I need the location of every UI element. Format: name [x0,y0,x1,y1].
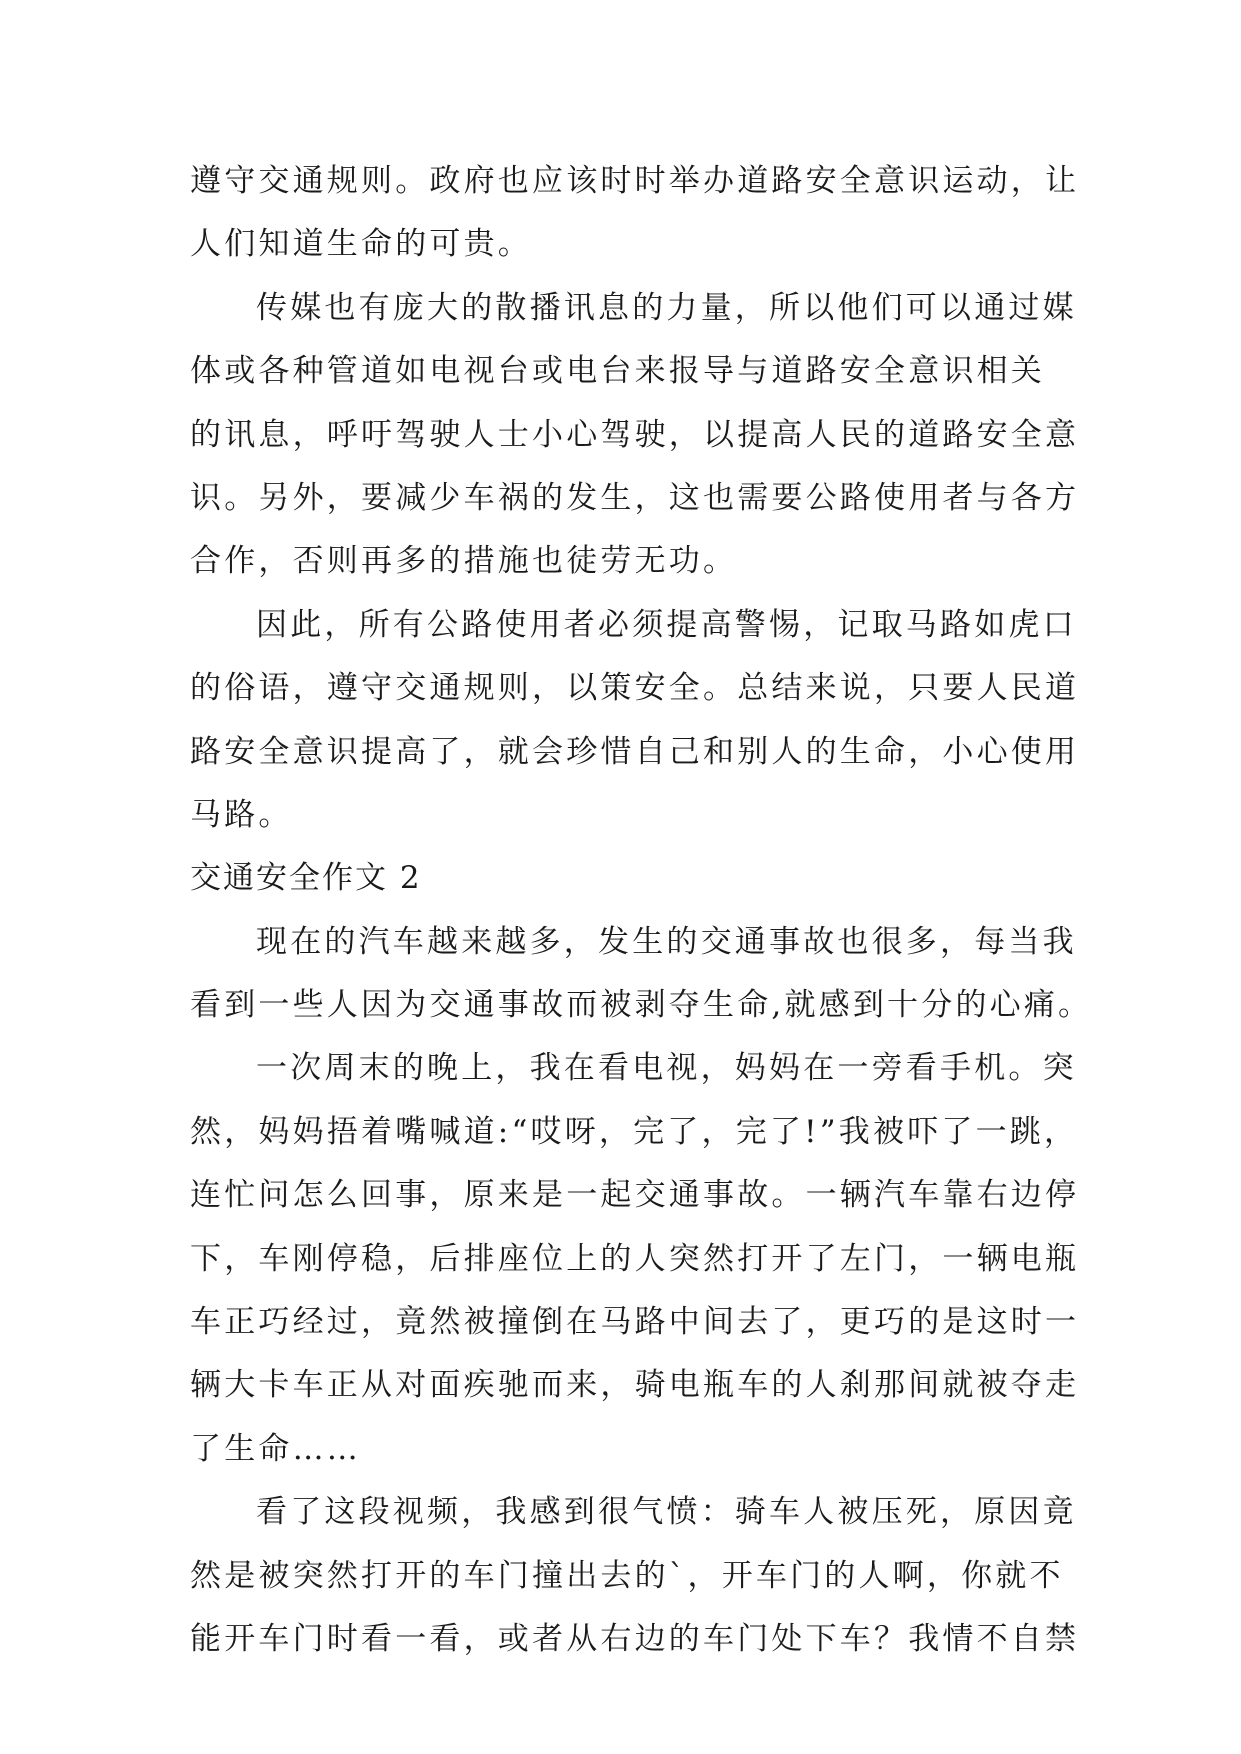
text-line: 看了这段视频，我感到很气愤：骑车人被压死，原因竟 [256,1494,1077,1531]
text-line: 识。另外，要减少车祸的发生，这也需要公路使用者与各方 [190,479,1080,516]
text-line: 的讯息，呼吁驾驶人士小心驾驶，以提高人民的道路安全意 [190,416,1080,453]
paragraph [190,150,1080,277]
text-line: 然，妈妈捂着嘴喊道:“哎呀，完了，完了!”我被吓了一跳， [190,1113,1079,1150]
text-line: 遵守交通规则。政府也应该时时举办道路安全意识运动，让 [190,163,1080,199]
text-line: 辆大卡车正从对面疾驰而来，骑电瓶车的人刹那间就被夺走 [190,1367,1080,1404]
text-line: 能开车门时看一看，或者从右边的车门处下车？我情不自禁 [190,1620,1080,1657]
text-line: 车正巧经过，竟然被撞倒在马路中间去了，更巧的是这时一 [190,1304,1080,1341]
paragraph [190,911,1093,1038]
text-line: 传媒也有庞大的散播讯息的力量，所以他们可以通过媒 [256,289,1077,326]
text-line: 人们知道生命的可贵。 [190,226,532,263]
text-line: 路安全意识提高了，就会珍惜自己和别人的生命，小心使用 [190,733,1080,770]
text-line: 马路。 [190,796,293,833]
text-line: 因此，所有公路使用者必须提高警惕，记取马路如虎口 [256,606,1077,643]
paragraph [190,277,1080,594]
text-line: 的俗语，遵守交通规则，以策安全。总结来说，只要人民道 [190,670,1080,707]
text-line: 了生命…… [190,1430,361,1467]
text-line: 连忙问怎么回事，原来是一起交通事故。一辆汽车靠右边停 [190,1177,1080,1214]
text-line: 看到一些人因为交通事故而被剥夺生命,就感到十分的心痛。 [190,987,1093,1024]
paragraph [190,1037,1080,1481]
text-line: 合作，否则再多的措施也徒劳无功。 [190,543,738,580]
paragraph [190,594,1080,848]
section-title: 交通安全作文 2 [190,860,422,897]
text-line: 下，车刚停稳，后排座位上的人突然打开了左门，一辆电瓶 [190,1240,1080,1277]
text-line: 一次周末的晚上，我在看电视，妈妈在一旁看手机。突 [256,1050,1077,1087]
text-line: 体或各种管道如电视台或电台来报导与道路安全意识相关 [190,353,1045,390]
essay-text [190,150,1093,1671]
text-line: 然是被突然打开的车门撞出去的`，开车门的人啊，你就不 [190,1557,1064,1594]
text-line: 现在的汽车越来越多，发生的交通事故也很多，每当我 [256,923,1077,960]
paragraph [190,1481,1080,1671]
